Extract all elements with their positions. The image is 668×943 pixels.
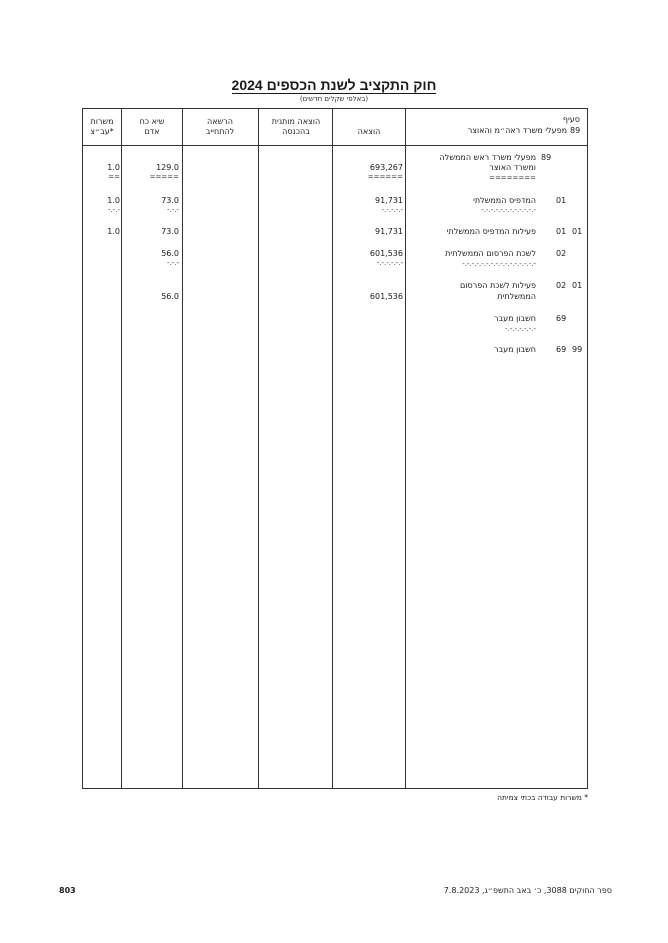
row-name: פעילות המדפיס הממשלתי: [446, 227, 536, 236]
row-expense: 601,536: [369, 249, 403, 258]
column-divider: [121, 108, 122, 789]
header-section: סעיף: [562, 115, 580, 124]
row-code: 99: [572, 345, 583, 354]
header-section-name: מפעלי משרד ראה״מ והאוצר: [467, 126, 567, 135]
row-name-continued: הממשלתית: [497, 292, 536, 301]
row-expense: 91,731: [375, 196, 403, 205]
page-title-text: חוק התקציב לשנת הכספים 2024: [231, 77, 437, 93]
footer-source: ספר החוקים 3088, כ׳ באב התשפ״ג, 7.8.2023: [443, 886, 612, 895]
row-code: 89: [541, 153, 552, 162]
row-underline: -.-.-: [166, 259, 179, 267]
row-underline: ======: [367, 173, 403, 181]
row-positions: 1.0: [107, 163, 120, 172]
row-manpower: 73.0: [161, 227, 179, 236]
row-code: 01: [572, 227, 583, 236]
header-section-number: 89: [570, 126, 581, 135]
row-name: חשבון מעבר: [493, 314, 536, 323]
row-subcode: 01: [556, 227, 567, 236]
row-underline: -.-.-.-.-.-.-: [504, 325, 536, 333]
header-expense: הוצאה: [357, 127, 381, 136]
page-title: [0, 77, 668, 93]
row-manpower: 56.0: [161, 249, 179, 258]
row-manpower: 56.0: [161, 292, 179, 301]
row-name: חשבון מעבר: [493, 345, 536, 354]
column-divider: [405, 108, 406, 789]
header-commitment-authority: הרשאה להתחייב: [205, 117, 235, 136]
page-number: 803: [59, 886, 76, 895]
row-name: לשכת הפרסום הממשלתית: [445, 249, 536, 258]
header-conditional-expense: הוצאה מותנית בהכנסה: [271, 117, 321, 136]
row-underline: -.-.-.-.-.-.-.-.-.-.-.-.-.-.-.-: [462, 260, 536, 268]
row-manpower: 73.0: [161, 196, 179, 205]
header-divider: [82, 145, 588, 146]
row-code: 01: [556, 196, 567, 205]
row-name-continued: ומשרד האוצר: [489, 163, 536, 172]
row-name: מפעלי משרד ראש הממשלה: [439, 153, 536, 162]
header-peak-manpower: שיא כח אדם: [139, 117, 165, 136]
row-expense: 91,731: [375, 227, 403, 236]
row-underline: =====: [149, 173, 179, 181]
row-expense: 693,267: [369, 163, 403, 172]
column-divider: [258, 108, 259, 789]
row-code: 02: [556, 249, 567, 258]
row-name: פעילות לשכת הפרסום: [460, 281, 536, 290]
row-underline: -.-.-.-.-.-.-.-.-.-.-.-: [481, 206, 536, 214]
row-manpower: 129.0: [156, 163, 179, 172]
page-subtitle: (באלפי שקלים חדשים): [299, 95, 369, 103]
row-positions: 1.0: [107, 196, 120, 205]
footnote: * משרות עבודה בכתי צמיתה: [497, 793, 588, 802]
row-underline: ==: [108, 173, 120, 181]
row-underline: -.-.-: [166, 206, 179, 214]
header-emergency-positions: משרות עב״צ*: [90, 117, 114, 136]
row-positions: 1.0: [107, 227, 120, 236]
row-expense: 601,536: [369, 292, 403, 301]
column-divider: [332, 108, 333, 789]
row-underline: -.-.-: [107, 206, 120, 214]
row-code: 01: [572, 281, 583, 290]
row-code: 69: [556, 314, 567, 323]
column-divider: [182, 108, 183, 789]
row-underline: -.-.-.-.-: [381, 206, 403, 214]
row-underline: ========: [489, 174, 536, 182]
row-underline: -.-.-.-.-.-: [376, 259, 403, 267]
row-name: המדפיס הממשלתי: [473, 196, 536, 205]
row-subcode: 69: [556, 345, 567, 354]
row-subcode: 02: [556, 281, 567, 290]
